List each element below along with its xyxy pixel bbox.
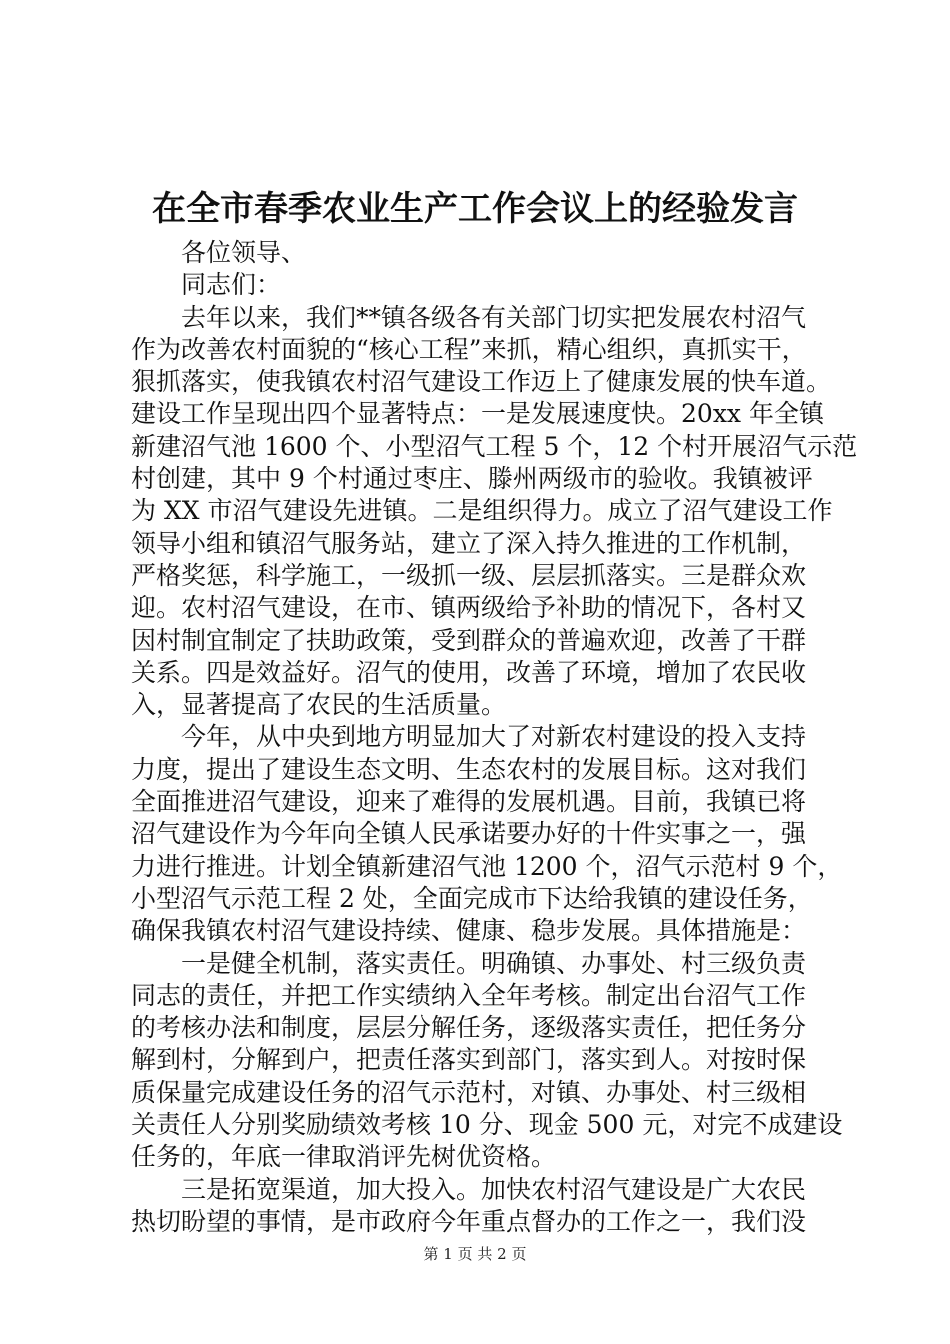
text-line: 因村制宜制定了扶助政策，受到群众的普遍欢迎，改善了干群 <box>131 625 807 655</box>
text-line: 一是健全机制，落实责任。明确镇、办事处、村三级负责 <box>181 948 807 978</box>
text-line: 热切盼望的事情，是市政府今年重点督办的工作之一，我们没 <box>131 1206 807 1236</box>
text-line: 严格奖惩，科学施工，一级抓一级、层层抓落实。三是群众欢 <box>131 560 807 590</box>
text-line: 建设工作呈现出四个显著特点：一是发展速度快。20xx 年全镇 <box>131 399 824 429</box>
text-line: 沼气建设作为今年向全镇人民承诺要办好的十件实事之一，强 <box>131 819 807 849</box>
text-line: 确保我镇农村沼气建设持续、健康、稳步发展。具体措施是： <box>131 916 807 946</box>
text-line: 力进行推进。计划全镇新建沼气池 1200 个，沼气示范村 9 个， <box>131 851 843 881</box>
text-line: 力度，提出了建设生态文明、生态农村的发展目标。这对我们 <box>131 754 807 784</box>
text-line: 小型沼气示范工程 2 处，全面完成市下达给我镇的建设任务， <box>131 883 813 913</box>
text-line: 狠抓落实，使我镇农村沼气建设工作迈上了健康发展的快车道。 <box>131 367 832 397</box>
text-line: 迎。农村沼气建设，在市、镇两级给予补助的情况下，各村又 <box>131 593 807 623</box>
text-line: 的考核办法和制度，层层分解任务，逐级落实责任，把任务分 <box>131 1013 807 1043</box>
text-line: 关系。四是效益好。沼气的使用，改善了环境，增加了农民收 <box>131 657 807 687</box>
text-line: 作为改善农村面貌的“核心工程”来抓，精心组织，真抓实干， <box>131 334 807 364</box>
text-line: 村创建，其中 9 个村通过枣庄、滕州两级市的验收。我镇被评 <box>131 464 813 494</box>
text-line: 同志们： <box>181 270 282 300</box>
text-line: 去年以来，我们**镇各级各有关部门切实把发展农村沼气 <box>181 302 807 332</box>
page-footer: 第 1 页 共 2 页 <box>423 1245 527 1263</box>
text-line: 领导小组和镇沼气服务站，建立了深入持久推进的工作机制， <box>131 528 807 558</box>
text-line: 为 XX 市沼气建设先进镇。二是组织得力。成立了沼气建设工作 <box>131 496 833 526</box>
text-line: 入，显著提高了农民的生活质量。 <box>131 690 507 720</box>
text-line: 各位领导、 <box>181 238 307 267</box>
text-line: 关责任人分别奖励绩效考核 10 分、现金 500 元，对完不成建设 <box>131 1110 843 1140</box>
text-line: 新建沼气池 1600 个、小型沼气工程 5 个，12 个村开展沼气示范 <box>131 431 858 461</box>
document-title: 在全市春季农业生产工作会议上的经验发言 <box>152 189 798 229</box>
text-line: 解到村，分解到户，把责任落实到部门，落实到人。对按时保 <box>131 1045 807 1075</box>
text-line: 三是拓宽渠道，加大投入。加快农村沼气建设是广大农民 <box>181 1174 807 1204</box>
text-line: 同志的责任，并把工作实绩纳入全年考核。制定出台沼气工作 <box>131 980 807 1010</box>
text-line: 质保量完成建设任务的沼气示范村，对镇、办事处、村三级相 <box>131 1077 807 1107</box>
text-line: 今年，从中央到地方明显加大了对新农村建设的投入支持 <box>181 722 807 752</box>
text-line: 全面推进沼气建设，迎来了难得的发展机遇。目前，我镇已将 <box>131 787 807 817</box>
text-line: 任务的，年底一律取消评先树优资格。 <box>131 1142 557 1172</box>
document-body <box>131 237 858 1238</box>
